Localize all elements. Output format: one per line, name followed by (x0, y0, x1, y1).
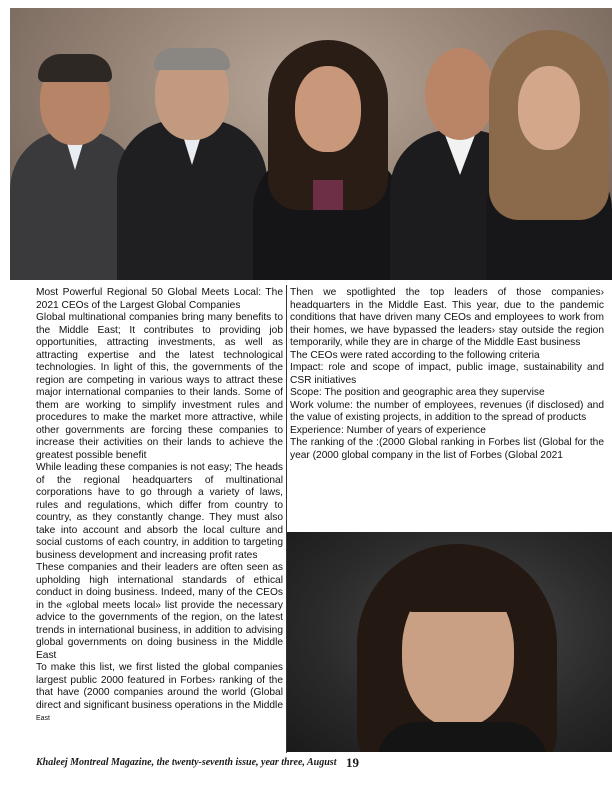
criteria-intro: The CEOs were rated according to the following criteria (290, 349, 540, 361)
ranking-note: The ranking of the :(2000 Global ranking in Forbes list (Global for the year (2000 global company in the list of Forbes (Global 2021 (290, 437, 604, 461)
page-footer (36, 755, 596, 771)
page-number: 19 (346, 755, 359, 770)
article-paragraph: To make this list, we first listed the global companies largest public 2000 featured in Forbes› ranking of the that have (2000 companies around the world (Global direct and significant business operations in the Middle East (36, 662, 283, 722)
article-heading: Most Powerful Regional 50 Global Meets Local: The 2021 CEOs of the Largest Global Companies (36, 287, 283, 311)
criteria-experience: Experience: Number of years of experience (290, 424, 486, 436)
footer-text: Khaleej Montreal Magazine, the twenty-seventh issue, year three, August (36, 757, 337, 768)
group-photo (10, 8, 612, 280)
portrait-photo (287, 532, 612, 752)
article-paragraph: Then we spotlighted the top leaders of those companies› headquarters in the Middle East. This year, due to the pandemic conditions that have driven many CEOs and employees to work from their homes, we have bypassed the leaders› stay outside the region temporarily, while they are in charge of the Middle East business (290, 287, 604, 348)
article-paragraph: Global multinational companies bring many benefits to the Middle East; It contributes to providing job opportunities, attracting investments, as well as attracting expertise and the latest technological technologies. In light of this, the governments of the region are competing in various ways to attract these major international companies to their lands. Some of them are working to simplify investment rules and procedures to make the market more attractive, while other governments are forcing these companies to increase their activities on their lands to achieve the greatest possible benefit (36, 312, 283, 461)
criteria-scope: Scope: The position and geographic area they supervise (290, 387, 545, 398)
article-right-column (290, 287, 604, 462)
article-left-column (36, 287, 283, 726)
criteria-work-volume: Work volume: the number of employees, revenues (if disclosed) and the value of existing projects, in addition to the spread of products (290, 399, 604, 423)
person-photo (486, 30, 612, 280)
criteria-impact: Impact: role and scope of impact, public image, sustainability and CSR initiatives (290, 362, 604, 386)
article-paragraph: While leading these companies is not easy; The heads of the regional headquarters of multinational corporations have to go through a variety of laws, rules and regulations, which differ from country to country, as they constantly change. They must also take into account and absorb the local culture and social customs of each country, in addition to targeting business development and increasing profit rates (36, 462, 283, 561)
last-word: East (36, 715, 51, 722)
article-paragraph: These companies and their leaders are often seen as upholding high international standards of ethical conduct in doing business. Indeed, many of the CEOs in the «global meets local» list provide the necessary advice to the governments of the region, on the latest trends in international business, in addition to advising global governments on doing business in the Middle East (36, 562, 283, 661)
